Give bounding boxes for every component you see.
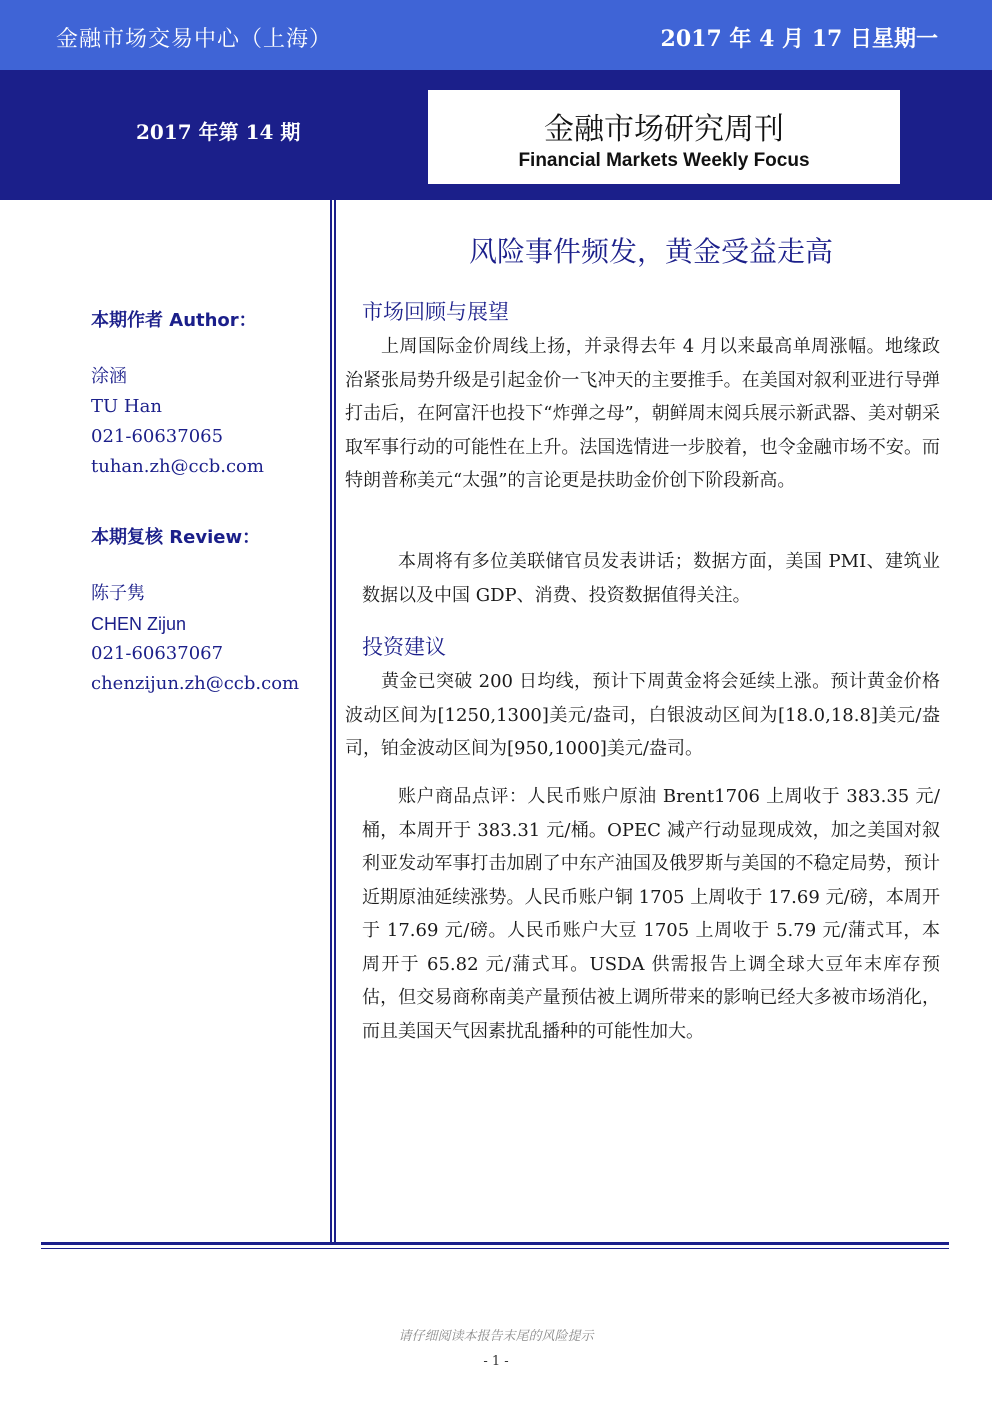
author-phone: 021-60637065 <box>91 426 224 447</box>
paragraph-investment-advice-2: 账户商品点评：人民币账户原油 Brent1706 上周收于 383.35 元/桶，本周开于 383.31 元/桶。OPEC 减产行动显现成效，加之美国对叙利亚发动军事打击加剧了中东产油国及俄罗斯与美国的不稳定局势，预计近期原油延续涨势。人民币账户铜 1705 上周收于 17.69 元/磅，本周开于 17.69 元/磅。人民币账户大豆 1705 上周收于 5.79 元/蒲式耳，本周开于 65.82 元/蒲式耳。USDA 供需报告上调全球大豆年末库存预估，但交易商称南美产量预估被上调所带来的影响已经大多被市场消化，而且美国天气因素扰乱播种的可能性加大。 <box>362 786 940 1042</box>
risk-notice: 请仔细阅读本报告末尾的风险提示 <box>398 1329 594 1344</box>
report-date: 2017 年 4 月 17 日星期一 <box>660 26 938 52</box>
section-title-investment-advice: 投资建议 <box>362 635 446 659</box>
paragraph-market-review-1: 上周国际金价周线上扬，并录得去年 4 月以来最高单周涨幅。地缘政治紧张局势升级是引起金价一飞冲天的主要推手。在美国对叙利亚进行导弹打击后，在阿富汗也投下“炸弹之母”，朝鲜周末阅兵展示新武器、美对朝采取军事行动的可能性在上升。法国选情进一步胶着，也令金融市场不安。而特朗普称美元“太强”的言论更是扶助金价创下阶段新高。 <box>345 336 940 491</box>
org-name: 金融市场交易中心（上海） <box>56 27 333 52</box>
author-email[interactable]: tuhan.zh@ccb.com <box>91 456 264 477</box>
publication-title-en: Financial Markets Weekly Focus <box>518 150 810 171</box>
column-divider <box>330 200 336 1243</box>
review-label: 本期复核 Review： <box>91 527 261 548</box>
section-title-market-review: 市场回顾与展望 <box>362 300 509 324</box>
paragraph-investment-advice-1: 黄金已突破 200 日均线，预计下周黄金将会延续上涨。预计黄金价格波动区间为[1250,1300]美元/盎司，白银波动区间为[18.0,18.8]美元/盎司，铂金波动区间为[950,1000]美元/盎司。 <box>345 671 940 759</box>
issue-number: 2017 年第 14 期 <box>136 120 301 144</box>
author-name-cn: 涂涵 <box>91 366 127 387</box>
author-label: 本期作者 Author： <box>91 310 257 331</box>
author-block <box>91 306 264 482</box>
reviewer-email[interactable]: chenzijun.zh@ccb.com <box>91 673 300 694</box>
reviewer-name-en: CHEN Zijun <box>91 614 187 634</box>
bottom-rule <box>41 1242 949 1249</box>
publication-title-cn: 金融市场研究周刊 <box>544 112 784 147</box>
page-number: - 1 - <box>483 1354 509 1369</box>
reviewer-block <box>91 523 299 699</box>
top-banner <box>0 0 992 70</box>
reviewer-phone: 021-60637067 <box>91 643 224 664</box>
reviewer-name-cn: 陈子隽 <box>91 583 145 604</box>
title-band <box>0 70 992 200</box>
publication-title-box <box>428 90 900 184</box>
article-headline: 风险事件频发，黄金受益走高 <box>468 235 833 268</box>
paragraph-market-review-2: 本周将有多位美联储官员发表讲话；数据方面，美国 PMI、建筑业数据以及中国 GDP、消费、投资数据值得关注。 <box>362 551 940 606</box>
author-name-en: TU Han <box>91 396 162 417</box>
